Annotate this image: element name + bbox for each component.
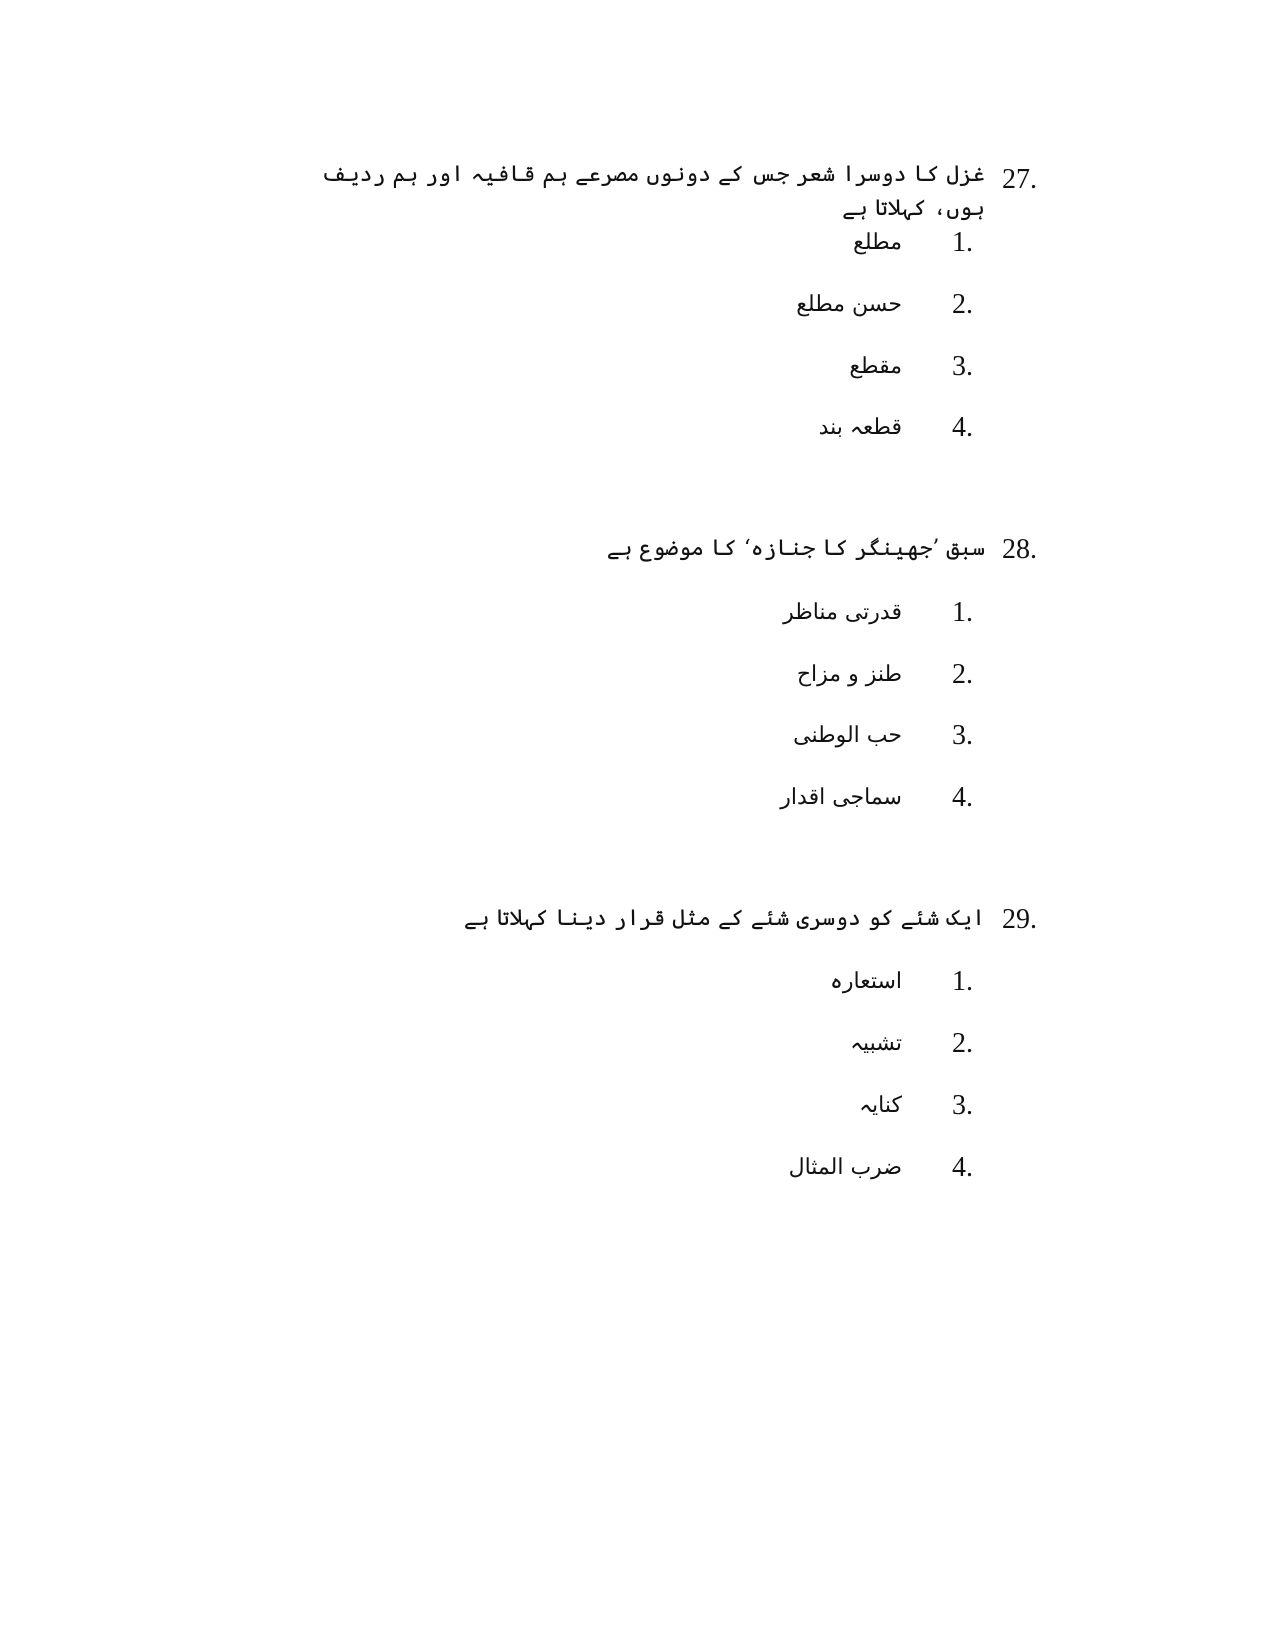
option-1 [0,593,1275,633]
option-1 [0,962,1275,1002]
option-number: 2. [952,289,973,320]
option-text: ضرب المثال [788,1155,902,1180]
option-number: 4. [952,1152,973,1183]
question-number: 27. [1002,164,1037,195]
question-number: 29. [1002,904,1037,935]
option-4 [0,408,1275,448]
option-2 [0,655,1275,695]
option-number: 3. [952,720,973,751]
option-text: سماجی اقدار [780,785,902,810]
option-3 [0,716,1275,756]
option-text: استعارہ [829,969,902,994]
option-text: حب الوطنی [793,723,902,748]
option-text: حسن مطلع [796,292,902,317]
option-text: کنایہ [859,1093,902,1118]
option-number: 1. [952,227,973,258]
option-number: 1. [952,597,973,628]
option-text: تشبیہ [850,1031,902,1056]
option-4 [0,1148,1275,1188]
option-3 [0,347,1275,387]
option-2 [0,285,1275,325]
option-number: 3. [952,1090,973,1121]
option-4 [0,778,1275,818]
option-number: 1. [952,966,973,997]
option-2 [0,1024,1275,1064]
question-text: سبق ’جھینگر کا جنازہ‘ کا موضوع ہے [606,536,985,561]
option-3 [0,1086,1275,1126]
option-number: 4. [952,782,973,813]
question-text: ایک شئے کو دوسری شئے کے مثل قرار دینا کہلاتا ہے [463,906,985,931]
question-text: غزل کا دوسرا شعر جس کے دونوں مصرعے ہم قافیہ اور ہم ردیف ہوں، کہلاتا ہے [321,162,985,221]
option-text: قدرتی مناظر [783,600,902,625]
option-1 [0,223,1275,263]
option-text: مقطع [849,354,902,379]
question-number: 28. [1002,534,1037,565]
option-number: 2. [952,1028,973,1059]
option-number: 4. [952,412,973,443]
option-text: قطعہ بند [818,415,902,440]
option-number: 3. [952,351,973,382]
option-text: طنز و مزاح [796,662,902,687]
option-number: 2. [952,659,973,690]
option-text: مطلع [853,230,902,255]
